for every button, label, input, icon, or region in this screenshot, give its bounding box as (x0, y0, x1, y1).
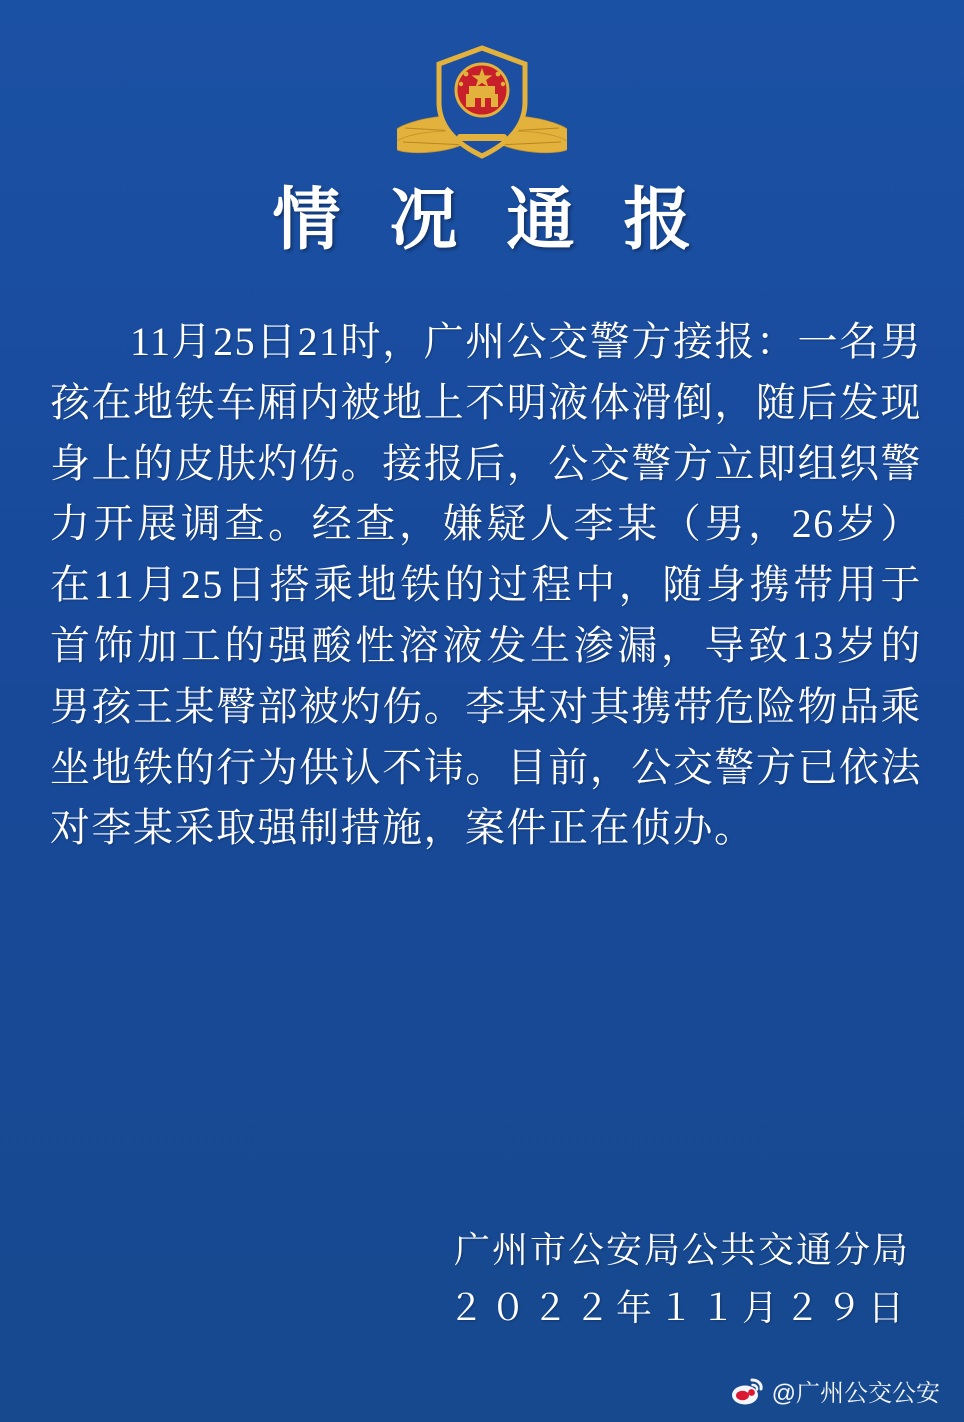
watermark-account: @广州公交公安 (771, 1380, 940, 1407)
police-badge-icon (397, 38, 567, 168)
emblem-container (0, 38, 964, 168)
signature-issuer: 广州市公安局公共交通分局 (453, 1230, 910, 1270)
watermark (730, 1373, 940, 1408)
weibo-icon (730, 1376, 764, 1406)
page-title: 情 况 通 报 (272, 182, 708, 258)
signature-date: ２０２２年１１月２９日 (447, 1287, 910, 1328)
signature-block (210, 1222, 910, 1337)
notice-body: 11月25日21时，广州公交警方接报：一名男孩在地铁车厢内被地上不明液体滑倒，随后发现身上的皮肤灼伤。接报后，公交警方立即组织警力开展调查。经查，嫌疑人李某（男，26岁）在11月25日搭乘地铁的过程中，随身携带用于首饰加工的强酸性溶液发生渗漏，导致13岁的男孩王某臀部被灼伤。李某对其携带危险物品乘坐地铁的行为供认不讳。目前，公交警方已依法对李某采取强制措施，案件正在侦办。 (50, 319, 922, 851)
